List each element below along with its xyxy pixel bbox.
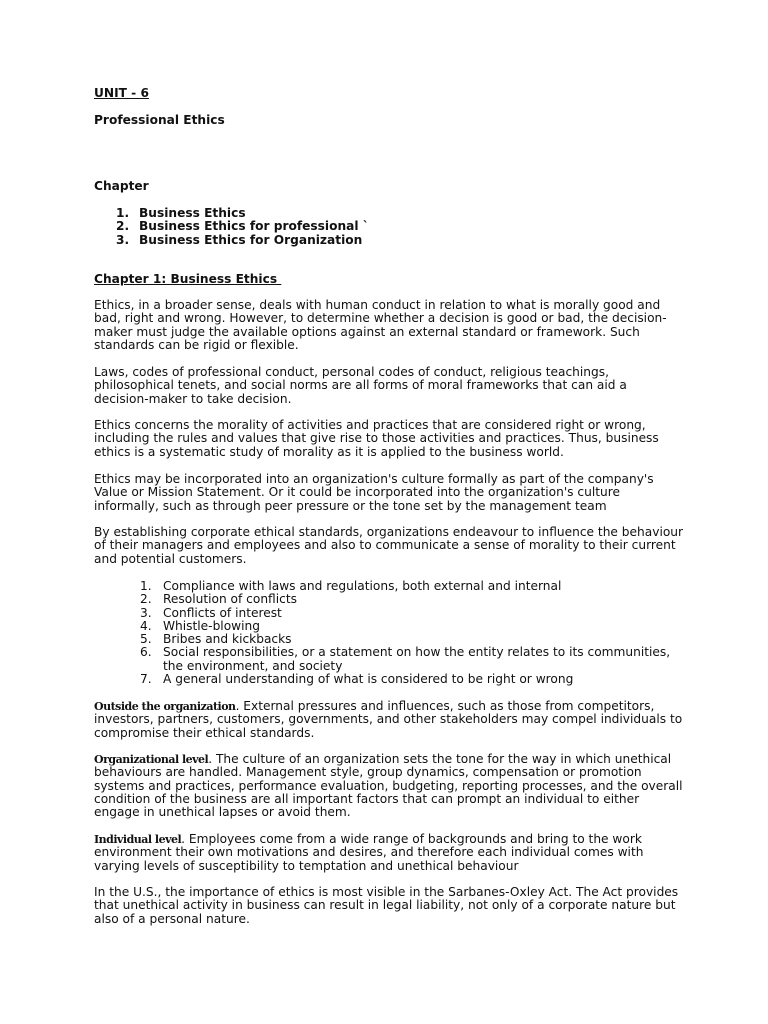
list-number: 4. xyxy=(140,618,152,633)
list-text: Business Ethics for professional ` xyxy=(139,219,369,234)
unit-title: UNIT - 6 xyxy=(94,86,149,100)
list-number: 1. xyxy=(116,206,130,220)
chapter1-heading: Chapter 1: Business Ethics xyxy=(94,272,282,286)
list-text: A general understanding of what is considered to be right or wrong xyxy=(163,672,574,687)
chapter-list xyxy=(94,207,684,247)
list-item xyxy=(94,580,684,593)
list-number: 2. xyxy=(140,592,152,607)
list-text: Compliance with laws and regulations, both external and internal xyxy=(163,579,562,593)
paragraph: Ethics concerns the morality of activities and practices that are considered right or wrong, including the rules and values that give rise to those activities and practices. Thus, business ethics is a systematic study of morality as it is applied to the business world. xyxy=(94,418,659,459)
list-text: Whistle-blowing xyxy=(163,618,260,633)
chapter-heading: Chapter xyxy=(94,179,149,193)
closing-paragraph: In the U.S., the importance of ethics is most visible in the Sarbanes-Oxley Act. The Act provides that unethical activity in business can result in legal liability, not only of a corporate nature but also of a personal nature. xyxy=(94,885,679,926)
list-number: 1. xyxy=(140,579,152,593)
list-text: Social responsibilities, or a statement on how the entity relates to its communities, the environment, and society xyxy=(163,645,671,673)
list-number: 3. xyxy=(116,232,130,247)
list-number: 7. xyxy=(140,672,152,687)
list-number: 5. xyxy=(140,632,152,647)
chapter-list-item xyxy=(94,220,684,233)
organizational-level-paragraph xyxy=(94,753,684,819)
chapter-list-item xyxy=(94,207,684,220)
outside-organization-paragraph xyxy=(94,700,684,740)
chapter-list-item xyxy=(94,234,684,247)
list-item xyxy=(94,607,684,620)
list-text: Business Ethics for Organization xyxy=(139,232,363,247)
subject-title: Professional Ethics xyxy=(94,113,225,127)
paragraph: Laws, codes of professional conduct, personal codes of conduct, religious teachings, philosophical tenets, and social norms are all forms of moral frameworks that can aid a decision-maker to take decision. xyxy=(94,365,627,406)
paragraph-lead: Individual level xyxy=(94,833,182,846)
list-item xyxy=(94,620,684,633)
list-item xyxy=(94,593,684,606)
paragraph: Ethics may be incorporated into an organization's culture formally as part of the company's Value or Mission Statement. Or it could be incorporated into the organization's culture informally, such as through peer pressure or the tone set by the management team xyxy=(94,472,654,513)
list-text: Conflicts of interest xyxy=(163,605,282,620)
list-number: 3. xyxy=(140,605,152,620)
paragraph-text: . Employees come from a wide range of backgrounds and bring to the work environment their own motivations and desires, and therefore each individual comes with varying levels of susceptibility to temptation and unethical behaviour xyxy=(94,832,644,873)
paragraph-lead: Organizational level xyxy=(94,753,209,766)
list-item xyxy=(94,646,684,673)
list-item xyxy=(94,633,684,646)
list-text: Business Ethics xyxy=(139,206,246,220)
paragraph-text: . The culture of an organization sets the tone for the way in which unethical behaviours are handled. Management style, group dynamics, compensation or promotion systems and practices, performance evaluation, budgeting, reporting processes, and the overall condition of the business are all important factors that can prompt an individual to either engage in unethical lapses or avoid them. xyxy=(94,752,683,820)
list-item xyxy=(94,673,684,686)
paragraph-text: . External pressures and influences, such as those from competitors, investors, partners, customers, governments, and other stakeholders may compel individuals to compromise their ethical standards. xyxy=(94,699,683,740)
individual-level-paragraph xyxy=(94,833,684,873)
standards-list xyxy=(94,580,684,686)
list-number: 2. xyxy=(116,219,130,234)
paragraph-lead: Outside the organization xyxy=(94,700,236,713)
list-text: Resolution of conflicts xyxy=(163,592,297,607)
paragraph: Ethics, in a broader sense, deals with human conduct in relation to what is morally good and bad, right and wrong. However, to determine whether a decision is good or bad, the decision-maker must judge the available options against an external standard or framework. Such standards can be rigid or flexible. xyxy=(94,298,667,352)
list-number: 6. xyxy=(140,645,152,660)
paragraph: By establishing corporate ethical standards, organizations endeavour to influence the behaviour of their managers and employees and also to communicate a sense of morality to their current and potential customers. xyxy=(94,525,684,566)
list-text: Bribes and kickbacks xyxy=(163,632,292,647)
